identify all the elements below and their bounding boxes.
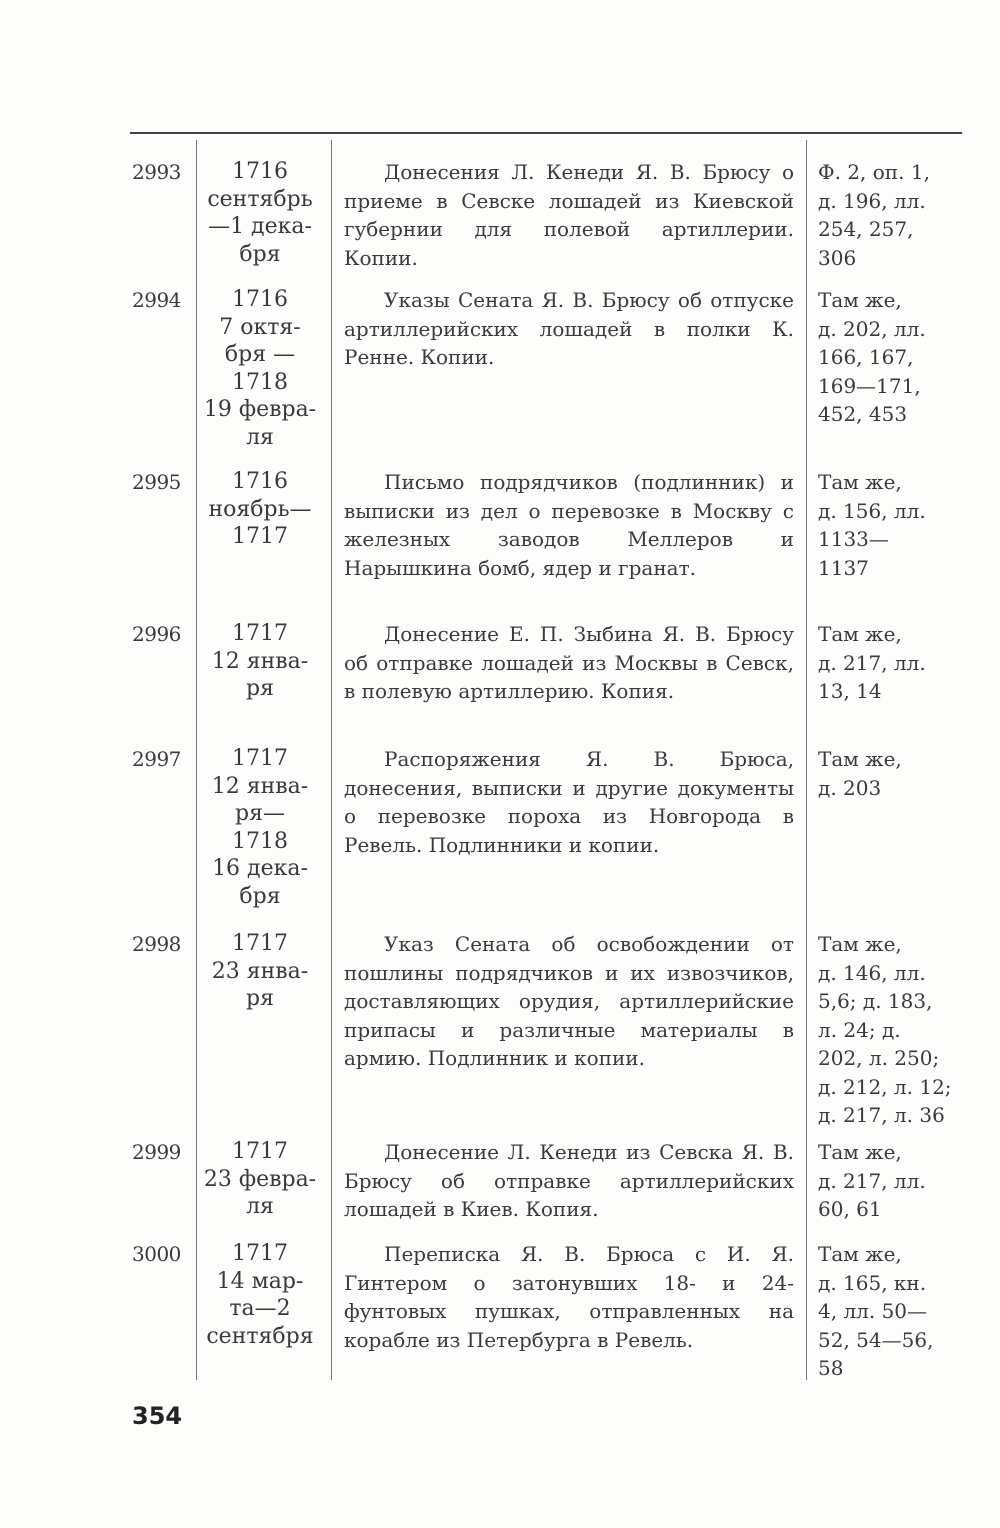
entry-archive-reference: Там же, д. 165, кн. 4, лл. 50— 52, 54—56, 58 bbox=[818, 1242, 934, 1380]
entry-number: 2994 bbox=[132, 288, 181, 312]
entry-archive-reference: Там же, д. 156, лл. 1133— 1137 bbox=[818, 470, 926, 580]
entry-number: 2993 bbox=[132, 160, 181, 184]
column-divider-date-desc bbox=[331, 140, 332, 1380]
entry-archive-reference: Там же, д. 217, лл. 13, 14 bbox=[818, 622, 926, 703]
entry-description: Указ Сената об освобождении от пошлины подрядчиков и их извозчиков, доставляющих орудия, артиллерийские припасы и различные материалы в армию. Подлинник и копии. bbox=[344, 932, 794, 1070]
column-divider-num-date bbox=[196, 140, 197, 1380]
entry-date: 1717 12 янва- ря— 1718 16 дека- бря bbox=[211, 746, 309, 909]
entry-number: 3000 bbox=[132, 1242, 181, 1266]
entry-description: Письмо подрядчиков (подлинник) и выписки из дел о перевозке в Москву с железных заводов Меллеров и Нарышкина бомб, ядер и гранат. bbox=[344, 470, 794, 580]
column-divider-desc-ref bbox=[806, 140, 807, 1380]
entry-date: 1717 23 февра- ля bbox=[203, 1139, 317, 1219]
entry-date: 1717 23 янва- ря bbox=[211, 931, 309, 1011]
entry-description: Переписка Я. В. Брюса с И. Я. Гинтером о затонувших 18- и 24-фунтовых пушках, отправленных на корабле из Петербурга в Ревель. bbox=[344, 1242, 794, 1352]
entry-date: 1716 7 октя- бря — 1718 19 февра- ля bbox=[203, 287, 317, 450]
top-rule bbox=[130, 132, 962, 134]
entry-date: 1716 ноябрь— 1717 bbox=[208, 469, 312, 549]
entry-number: 2996 bbox=[132, 622, 181, 646]
entry-number: 2997 bbox=[132, 747, 181, 771]
entry-archive-reference: Ф. 2, оп. 1, д. 196, лл. 254, 257, 306 bbox=[818, 160, 930, 270]
entry-archive-reference: Там же, д. 146, лл. 5,6; д. 183, л. 24; д. 202, л. 250; д. 212, л. 12; д. 217, л. 36 bbox=[818, 932, 952, 1127]
entry-description: Распоряжения Я. В. Брюса, донесения, выписки и другие документы о перевозке пороха из Новгорода в Ревель. Подлинники и копии. bbox=[344, 747, 794, 857]
entry-description: Донесение Е. П. Зыбина Я. В. Брюсу об отправке лошадей из Москвы в Севск, в полевую артиллерию. Копия. bbox=[344, 622, 794, 703]
entry-number: 2998 bbox=[132, 932, 181, 956]
entry-number: 2999 bbox=[132, 1140, 181, 1164]
entry-description: Донесение Л. Кенеди из Севска Я. В. Брюсу об отправке артиллерийских лошадей в Киев. Копия. bbox=[344, 1140, 794, 1221]
entry-number: 2995 bbox=[132, 470, 181, 494]
entry-date: 1717 12 янва- ря bbox=[211, 621, 309, 701]
entry-archive-reference: Там же, д. 203 bbox=[818, 747, 902, 800]
entry-date: 1716 сентябрь —1 дека- бря bbox=[207, 159, 313, 267]
entry-archive-reference: Там же, д. 217, лл. 60, 61 bbox=[818, 1140, 926, 1221]
entry-description: Донесения Л. Кенеди Я. В. Брюсу о приеме в Севске лошадей из Киевской губернии для полевой артиллерии. Копии. bbox=[344, 160, 794, 270]
entry-description: Указы Сената Я. В. Брюсу об отпуске артиллерийских лошадей в полки К. Ренне. Копии. bbox=[344, 288, 794, 369]
page-number: 354 bbox=[132, 1402, 183, 1430]
entry-date: 1717 14 мар- та—2 сентября bbox=[206, 1241, 314, 1349]
entry-archive-reference: Там же, д. 202, лл. 166, 167, 169—171, 452, 453 bbox=[818, 288, 926, 426]
